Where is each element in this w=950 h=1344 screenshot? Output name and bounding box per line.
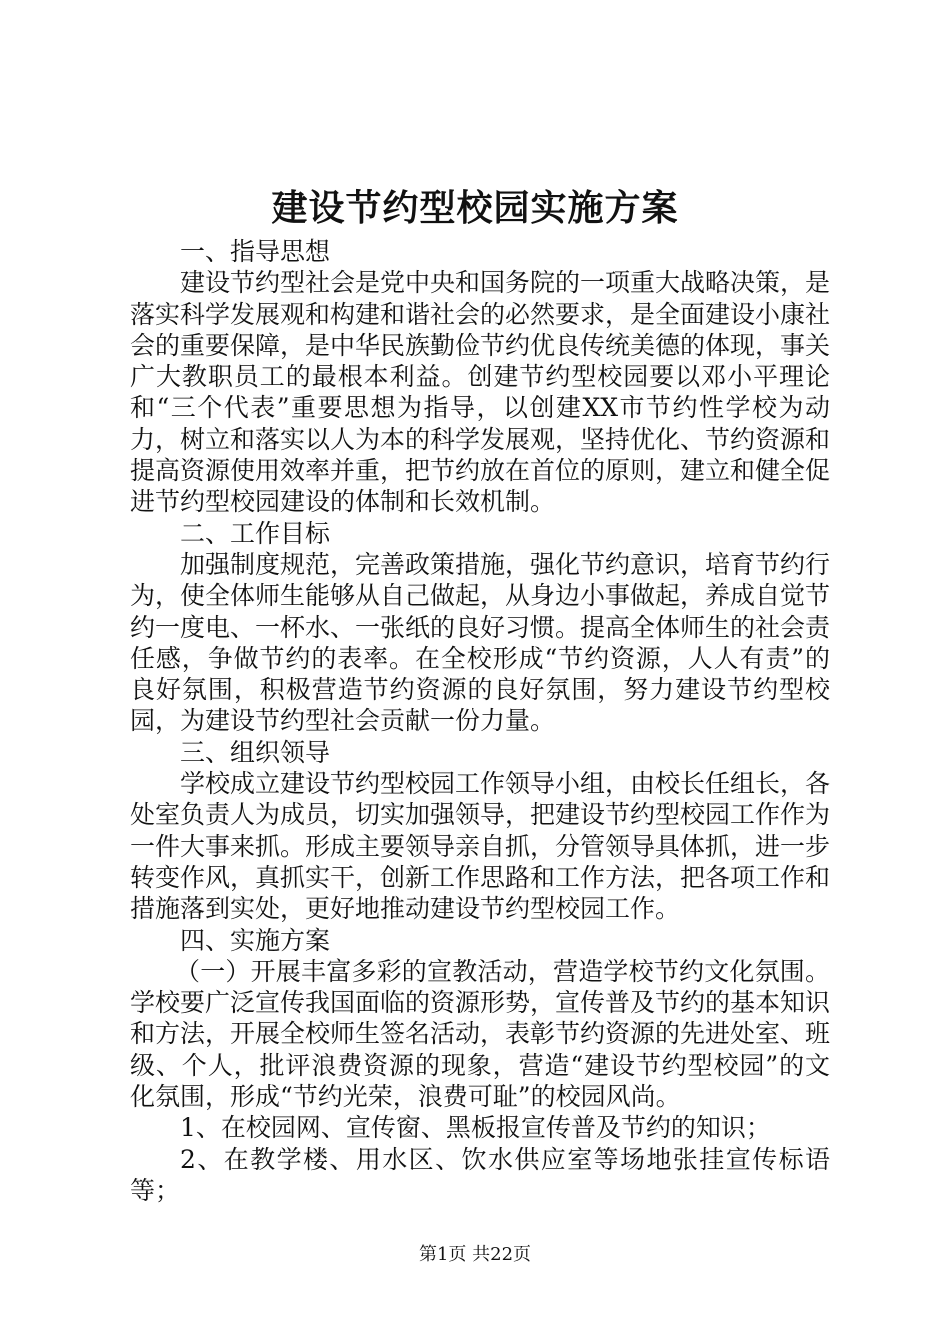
list-item-1: 1、在校园网、宣传窗、黑板报宣传普及节约的知识； <box>180 1113 771 1143</box>
page-footer: 第1页 共22页 <box>418 1244 532 1265</box>
section-heading-guiding-thought: 一、指导思想 <box>180 237 331 266</box>
document-body <box>130 236 830 1206</box>
section-heading-implementation: 四、实施方案 <box>180 925 331 955</box>
list-item-2: 2、在教学楼、用水区、饮水供应室等场地张挂宣传标语等； <box>130 1144 830 1205</box>
document-title: 建设节约型校园实施方案 <box>271 188 679 229</box>
paragraph-work-goals: 加强制度规范，完善政策措施，强化节约意识，培育节约行为，使全体师生能够从自己做起，从身边小事做起，养成自觉节约一度电、一杯水、一张纸的良好习惯。提高全体师生的社会责任感，争做节约的表率。在全校形成“节约资源，人人有责”的良好氛围，积极营造节约资源的良好氛围，努力建设节约型校园，为建设节约型社会贡献一份力量。 <box>130 549 831 736</box>
section-heading-work-goals: 二、工作目标 <box>180 518 331 548</box>
paragraph-guiding-thought: 建设节约型社会是党中央和国务院的一项重大战略决策，是落实科学发展观和构建和谐社会的必然要求，是全面建设小康社会的重要保障，是中华民族勤俭节约优良传统美德的体现，事关广大教职员工的最根本利益。创建节约型校园要以邓小平理论和“三个代表”重要思想为指导，以创建XX市节约性学校为动力，树立和落实以人为本的科学发展观，坚持优化、节约资源和提高资源使用效率并重，把节约放在首位的原则，建立和健全促进节约型校园建设的体制和长效机制。 <box>130 268 831 517</box>
paragraph-organization: 学校成立建设节约型校园工作领导小组，由校长任组长，各处室负责人为成员，切实加强领导，把建设节约型校园工作作为一件大事来抓。形成主要领导亲自抓，分管领导具体抓，进一步转变作风，真抓实干，创新工作思路和工作方法，把各项工作和措施落到实处，更好地推动建设节约型校园工作。 <box>130 769 831 924</box>
section-heading-organization: 三、组织领导 <box>180 737 331 767</box>
paragraph-implementation-1: （一）开展丰富多彩的宣教活动，营造学校节约文化氛围。学校要广泛宣传我国面临的资源形势，宣传普及节约的基本知识和方法，开展全校师生签名活动，表彰节约资源的先进处室、班级、个人，批评浪费资源的现象，营造“建设节约型校园”的文化氛围，形成“节约光荣，浪费可耻”的校园风尚。 <box>130 956 831 1112</box>
